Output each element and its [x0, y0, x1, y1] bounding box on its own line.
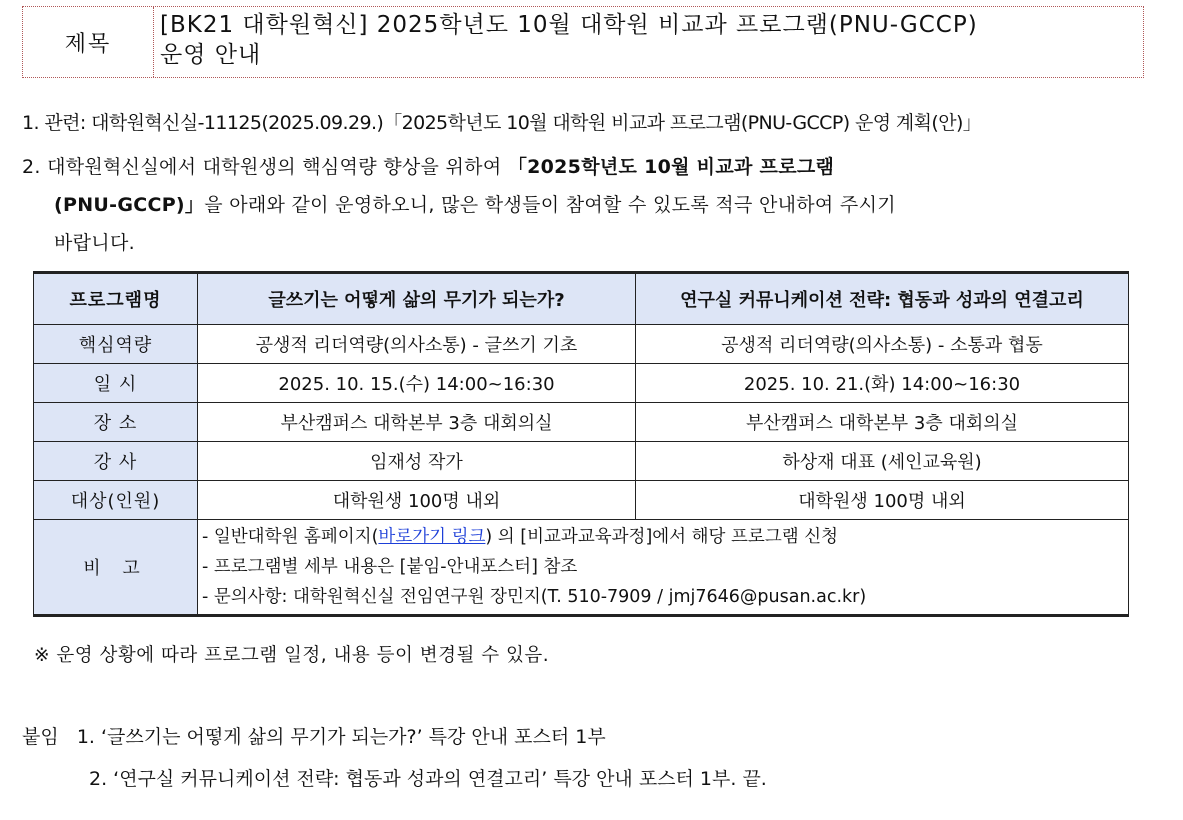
program-title-bold-b: (PNU-GCCP)」 [54, 194, 205, 216]
homepage-shortcut-link[interactable]: 바로가기 링크 [378, 527, 486, 547]
subject-box [22, 6, 1144, 78]
main-paragraph [22, 148, 1137, 262]
header-label-cell: 프로그램명 [34, 273, 198, 325]
attachment-item-1: 1. ‘글쓰기는 어떻게 삶의 무기가 되는가?’ 특강 안내 포스터 1부 [76, 726, 606, 748]
notes-line-1 [202, 522, 1128, 552]
row-program-2-value: 대학원생 100명 내외 [636, 481, 1129, 520]
notes-line-1-suffix: ) 의 [비교과교육과정]에서 해당 프로그램 신청 [485, 527, 839, 547]
main-paragraph-prefix: 2. 대학원혁신실에서 대학원생의 핵심역량 향상을 위하여 [22, 156, 508, 178]
notes-row [34, 520, 1129, 616]
attachment-row-1 [22, 716, 767, 758]
attachments-label: 붙임 [22, 726, 59, 748]
row-program-1-value: 부산캠퍼스 대학본부 3층 대회의실 [198, 403, 636, 442]
table-row [34, 325, 1129, 364]
row-program-2-value: 하상재 대표 (세인교육원) [636, 442, 1129, 481]
table-header-row [34, 273, 1129, 325]
row-label: 대상(인원) [34, 481, 198, 520]
row-program-2-value: 부산캠퍼스 대학본부 3층 대회의실 [636, 403, 1129, 442]
row-program-2-value: 2025. 10. 21.(화) 14:00~16:30 [636, 364, 1129, 403]
caution-note: ※ 운영 상황에 따라 프로그램 일정, 내용 등이 변경될 수 있음. [34, 645, 550, 666]
notes-cell [198, 520, 1129, 616]
main-paragraph-rest-a: 을 아래와 같이 운영하오니, 많은 학생들이 참여할 수 있도록 적극 안내하여 주시기 [204, 194, 896, 216]
notes-line-2: - 프로그램별 세부 내용은 [붙임-안내포스터] 참조 [202, 557, 578, 577]
row-program-1-value: 2025. 10. 15.(수) 14:00~16:30 [198, 364, 636, 403]
main-paragraph-line-2 [22, 186, 1137, 224]
notes-line-3: - 문의사항: 대학원혁신실 전임연구원 장민지(T. 510-7909 / jmj7646@pusan.ac.kr) [202, 587, 867, 607]
row-program-1-value: 대학원생 100명 내외 [198, 481, 636, 520]
row-label: 강 사 [34, 442, 198, 481]
row-label: 핵심역량 [34, 325, 198, 364]
table-row [34, 364, 1129, 403]
attachments [22, 716, 767, 800]
row-label: 장 소 [34, 403, 198, 442]
subject-line-2: 운영 안내 [160, 42, 262, 68]
program-table [33, 271, 1129, 617]
header-program-2: 연구실 커뮤니케이션 전략: 협동과 성과의 연결고리 [636, 273, 1129, 325]
row-program-1-value: 공생적 리더역량(의사소통) - 글쓰기 기초 [198, 325, 636, 364]
table-row [34, 442, 1129, 481]
notes-label: 비 고 [34, 520, 198, 616]
attachment-item-2: 2. ‘연구실 커뮤니케이션 전략: 협동과 성과의 연결고리’ 특강 안내 포스터 1부. 끝. [89, 768, 767, 790]
table-row [34, 481, 1129, 520]
row-program-2-value: 공생적 리더역량(의사소통) - 소통과 협동 [636, 325, 1129, 364]
row-program-1-value: 임재성 작가 [198, 442, 636, 481]
notes-line-1-prefix: - 일반대학원 홈페이지( [202, 527, 379, 547]
subject-line-1: [BK21 대학원혁신] 2025학년도 10월 대학원 비교과 프로그램(PNU-GCCP) [160, 12, 978, 38]
main-paragraph-rest-b: 바랍니다. [54, 232, 135, 254]
related-paragraph: 1. 관련: 대학원혁신실-11125(2025.09.29.)「2025학년도 10월 대학원 비교과 프로그램(PNU-GCCP) 운영 계획(안)」 [22, 112, 982, 134]
subject-value [154, 7, 1143, 77]
subject-label: 제목 [23, 7, 154, 77]
table-row [34, 403, 1129, 442]
program-title-bold-a: 「2025학년도 10월 비교과 프로그램 [507, 156, 835, 178]
row-label: 일 시 [34, 364, 198, 403]
header-program-1: 글쓰기는 어떻게 삶의 무기가 되는가? [198, 273, 636, 325]
